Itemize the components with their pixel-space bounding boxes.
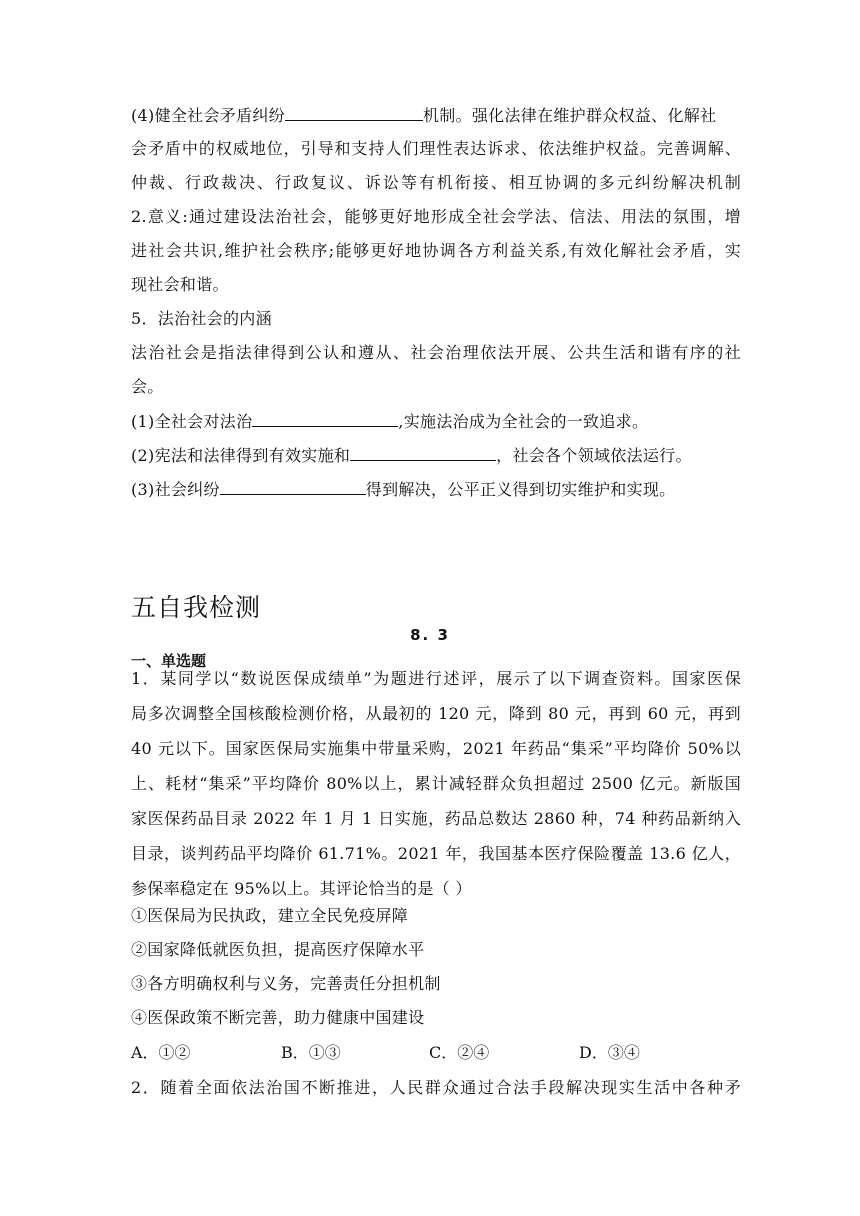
meaning-line-3: 现社会和谐。 [131,275,229,294]
point-5-line-2: 会。 [131,377,164,396]
q1-option-d[interactable]: D．③④ [579,1043,640,1062]
fill-blank [252,410,398,427]
q1-option-a[interactable]: A．①② [131,1043,191,1062]
item-4-text-pre: (4)健全社会矛盾纠纷 [131,106,285,125]
fill-item-3 [131,478,741,501]
section-title: 五自我检测 [131,593,262,622]
fill-item-1-post: ,实施法治成为全社会的一致追求。 [398,412,649,431]
fill-item-3-post: 得到解决，公平正义得到切实维护和实现。 [365,480,676,499]
item-4-text-post: 机制。强化法律在维护群众权益、化解社 [422,106,717,125]
q2-stem-line-1: 2．随着全面依法治国不断推进，人民群众通过合法手段解决现实生活中各种矛 [131,1078,741,1097]
q1-statement-2: ②国家降低就医负担，提高医疗保障水平 [131,940,425,959]
item-4-line-2: 会矛盾中的权威地位，引导和支持人们理性表达诉求、依法维护权益。完善调解、 [131,139,741,158]
meaning-line-1: 2.意义:通过建设法治社会，能够更好地形成全社会学法、信法、用法的氛围，增 [131,207,741,226]
fill-item-1 [131,410,741,433]
q1-stem-line-7: 参保率稳定在 95%以上。其评论恰当的是（ ） [131,879,472,898]
fill-item-3-pre: (3)社会纠纷 [131,480,220,499]
fill-blank [285,104,423,121]
fill-item-1-pre: (1)全社会对法治 [131,412,253,431]
fill-item-2-post: ，社会各个领域依法运行。 [496,446,692,465]
fill-item-2-pre: (2)宪法和法律得到有效实施和 [131,446,351,465]
fill-blank [350,444,496,461]
item-4-line-1 [131,104,741,127]
point-5-line-1: 法治社会是指法律得到公认和遵从、社会治理依法开展、公共生活和谐有序的社 [131,343,741,362]
q1-statement-4: ④医保政策不断完善，助力健康中国建设 [131,1008,425,1027]
question-type-heading: 一、单选题 [131,652,207,670]
q1-stem-line-3: 40 元以下。国家医保局实施集中带量采购，2021 年药品“集采”平均降价 50%以 [131,739,741,758]
q1-stem-line-5: 家医保药品目录 2022 年 1 月 1 日实施，药品总数达 2860 种，74 种药品新纳入 [131,809,741,828]
q1-stem-line-2: 局多次调整全国核酸检测价格，从最初的 120 元，降到 80 元，再到 60 元，再到 [131,704,741,723]
fill-item-2 [131,444,741,467]
q1-option-b[interactable]: B．①③ [281,1043,341,1062]
q1-stem-line-6: 目录，谈判药品平均降价 61.71%。2021 年，我国基本医疗保险覆盖 13.6 亿人， [131,844,741,863]
meaning-line-2: 进社会共识,维护社会秩序;能够更好地协调各方利益关系,有效化解社会矛盾，实 [131,241,741,260]
fill-blank [220,478,366,495]
item-4-line-3: 仲裁、行政裁决、行政复议、诉讼等有机衔接、相互协调的多元纠纷解决机制 [131,173,741,192]
q1-option-c[interactable]: C．②④ [429,1043,490,1062]
q1-stem-line-1: 1．某同学以“数说医保成绩单”为题进行述评，展示了以下调查资料。国家医保 [131,669,741,688]
q1-statement-1: ①医保局为民执政，建立全民免疫屏障 [131,906,409,925]
q1-statement-3: ③各方明确权利与义务，完善责任分担机制 [131,974,441,993]
point-5-title: 5．法治社会的内涵 [131,309,272,328]
section-subtitle: 8. 3 [410,626,450,644]
q1-stem-line-4: 上、耗材“集采”平均降价 80%以上，累计减轻群众负担超过 2500 亿元。新版国 [131,774,741,793]
